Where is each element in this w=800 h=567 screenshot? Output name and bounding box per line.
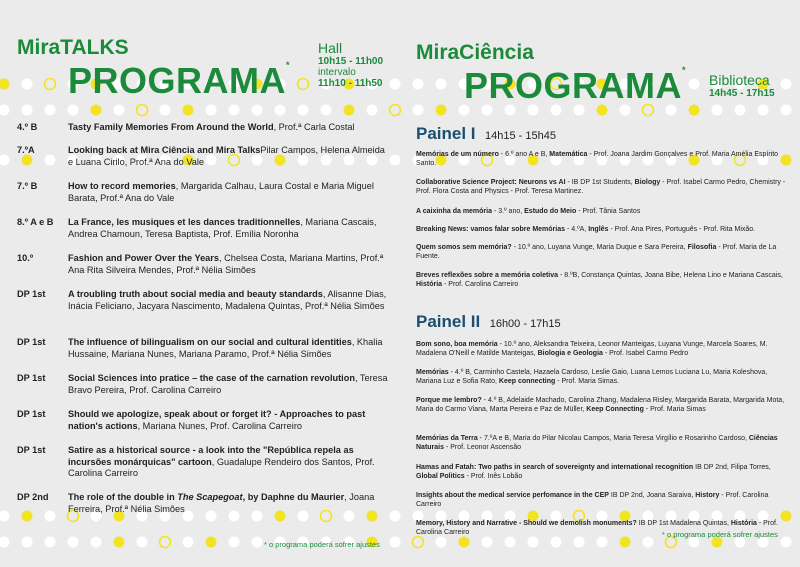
talk-grade: 8.º A e B <box>17 217 54 227</box>
session-item: Breaking News: vamos falar sobre Memórias - 4.ºA, Inglês - Prof. Ana Pires, Português - Prof. Rita Mixão. <box>416 226 756 233</box>
session-item: Collaborative Science Project: Neurons vs AI - IB DP 1st Students, Biology - Prof. Isabel Carmo Pedro, Chemistry - Prof. Flora Costa and Physics - Prof. Teresa Martinez. <box>416 179 786 195</box>
miraciencia-page <box>400 0 800 567</box>
adjustments-note: * o programa poderá sofrer ajustes <box>662 530 778 539</box>
talk-content <box>68 217 388 240</box>
session-subject: Biology <box>634 179 661 186</box>
talk-grade: 10.º <box>17 253 34 263</box>
miratalks-brand: MiraTALKS <box>17 36 129 59</box>
session-subject: Filosofia <box>687 244 717 251</box>
talk-presenters: , Guadalupe Rendeiro dos Santos, Prof. Carolina Carreiro <box>68 456 375 478</box>
interval-time: 11h10 - 11h50 <box>318 78 383 89</box>
talk-grade: DP 1st <box>17 289 46 299</box>
talk-title: How to record memories <box>68 181 176 191</box>
session-title: Hamas and Fatah: Two paths in search of sovereignty and international recognition <box>416 464 694 471</box>
session-subject: Keep connecting <box>498 378 556 385</box>
miratalks-venue <box>318 40 383 89</box>
panel-2-heading: Painel II 16h00 - 17h15 <box>416 312 561 331</box>
session-subject: Matemática <box>549 151 588 158</box>
talk-presenters: , Teresa Bravo Pereira, Prof. Carolina Carreiro <box>68 373 388 395</box>
session-title: Memórias <box>416 369 449 376</box>
session-item: Porque me lembro? - 4.º B, Adelaide Machado, Carolina Zhang, Madalena Risley, Margarida Barata, Margarida Mota, Maria do Carmo Viana, Marta Pereira e Paz de Müller, Keep Connecting - Prof. Maria Simas <box>416 397 785 413</box>
talk-content <box>68 122 388 134</box>
session-item: Memórias de um número - 6.º ano A e B, Matemática - Prof. Joana Jardim Gonçalves e Prof. Maria Amélia Espírito Santo. <box>416 151 779 167</box>
talk-content <box>68 145 388 168</box>
talk-grade: DP 1st <box>17 373 46 383</box>
miraciencia-title: PROGRAMA* <box>464 65 687 106</box>
session-title: Insights about the medical service perfomance in the CEP <box>416 492 609 499</box>
talk-grade: DP 2nd <box>17 492 49 502</box>
session-item: Memórias - 4.º B, Carminho Castela, Hazaela Cardoso, Leslie Gaio, Luana Lemos Luciana Lu, Maria Koleshova, Mariana Luz e Sofia Rato, Keep connecting - Prof. Maria Simas. <box>416 369 768 385</box>
talk-grade: 7.ºA <box>17 145 35 155</box>
session-title: Porque me lembro? <box>416 397 482 404</box>
talk-presenters: , Alisanne Dias, Inácia Feliciano, Jacyara Nascimento, Madalena Quintas, Prof.ª Nélia Simões <box>68 289 387 311</box>
session-item: A caixinha da memória - 3.º ano, Estudo do Meio - Prof. Tânia Santos <box>416 208 641 215</box>
session-title: Bom sono, boa memória <box>416 341 498 348</box>
venue-name: Biblioteca <box>709 72 770 88</box>
session-subject: Global Politics <box>416 473 465 480</box>
session-title: Breaking News: vamos falar sobre Memórias <box>416 226 566 233</box>
talk-presenters: , Mariana Nunes, Prof. Carolina Carreiro <box>137 420 302 431</box>
session-time: 10h15 - 11h00 <box>318 56 384 67</box>
talk-presenters: , Margarida Calhau, Laura Costal e Maria Miguel Barata, Prof.ª Ana do Vale <box>68 181 374 203</box>
session-item: Bom sono, boa memória - 10.º ano, Aleksandra Teixeira, Leonor Manteigas, Luyana Vunge, Marcela Soares, M. Madalena O'Neill e Matilde Manteigas, Biologia e Geologia - Prof. Isabel Carmo Pedro <box>416 341 768 357</box>
adjustments-note: * o programa poderá sofrer ajustes <box>264 540 380 549</box>
talk-title: Should we apologize, speak about or forget it? - Approaches to past nation's actions <box>68 409 366 431</box>
talk-title: The influence of bilingualism on our social and cultural identities <box>68 337 352 347</box>
talk-title: Satire as a historical source - a look into the "República repela as incursões monárquicas" cartoon <box>68 445 354 467</box>
session-time: 14h45 - 17h15 <box>709 88 775 99</box>
talk-grade: DP 1st <box>17 337 46 347</box>
session-item: Quem somos sem memória? - 10.º ano, Luyana Vunge, Maria Duque e Sara Pereira, Filosofia - Prof. Maria de La Fuente. <box>416 244 777 260</box>
session-item: Memory, History and Narrative - Should we demolish monuments? IB DP 1st Madalena Quintas, História - Prof. Carolina Carreiro <box>416 520 778 536</box>
talk-presenters: , Prof.ª Carla Costal <box>273 122 355 132</box>
talk-content <box>68 373 388 396</box>
session-item: Breves reflexões sobre a memória coletiva - 8.ºB, Constança Quintas, Joana Bibe, Helena Lino e Mariana Cascais, História - Prof. Carolina Carreiro <box>416 272 783 288</box>
session-subject: História <box>416 281 443 288</box>
talk-content <box>68 409 388 432</box>
session-title: Memórias de um número <box>416 151 499 158</box>
talk-content <box>68 253 388 276</box>
talk-content <box>68 289 388 312</box>
session-subject: Estudo do Meio <box>524 208 577 215</box>
talk-grade: DP 1st <box>17 445 46 455</box>
miratalks-title: PROGRAMA* <box>68 60 291 101</box>
talk-grade: 7.º B <box>17 181 38 191</box>
talk-title: Fashion and Power Over the Years <box>68 253 219 263</box>
session-subject: História <box>730 520 757 527</box>
session-item: Memórias da Terra - 7.ºA e B, Maria do Pilar Nicolau Campos, Maria Teresa Virgílio e Rosarinho Cardoso, Ciências Naturais - Prof. Leonor Ascensão <box>416 435 778 451</box>
session-subject: Inglês <box>588 226 609 233</box>
talk-grade: 4.º B <box>17 122 38 132</box>
interval-label: intervalo <box>318 67 356 78</box>
miraciencia-brand: MiraCiência <box>416 41 534 64</box>
talk-content: The role of the double in The Scapegoat, by Daphne du Maurier, Joana Ferreira, Prof.ª Nélia Simões <box>68 492 375 514</box>
talk-grade: DP 1st <box>17 409 46 419</box>
talk-presenters: , Chelsea Costa, Mariana Martins, Prof.ª Ana Rita Silveira Mendes, Prof.ª Nélia Simões <box>68 253 384 275</box>
talk-presenters: , Mariana Cascais, Andrea Chamoun, Teresa Baptista, Prof. Emília Noronha <box>68 217 377 239</box>
session-title: Collaborative Science Project: Neurons vs AI <box>416 179 566 186</box>
talk-title: Social Sciences into pratice – the case of the carnation revolution <box>68 373 355 383</box>
talk-title: Tasty Family Memories From Around the World <box>68 122 274 132</box>
session-subject: Ciências Naturais <box>416 435 778 451</box>
session-title: A caixinha da memória <box>416 208 492 215</box>
venue-name: Hall <box>318 40 343 56</box>
session-subject: Biologia e Geologia <box>537 350 603 357</box>
session-title: Memory, History and Narrative - Should we demolish monuments? <box>416 520 637 527</box>
talk-content <box>68 445 388 480</box>
session-title: Breves reflexões sobre a memória coletiva <box>416 272 559 279</box>
session-item: Insights about the medical service perfomance in the CEP IB DP 2nd, Joana Saraiva, History - Prof. Carolina Carreiro <box>416 492 769 508</box>
talk-title: Looking back at Mira Ciência and Mira Talks <box>68 145 261 155</box>
session-subject: Keep Connecting <box>586 406 644 413</box>
talk-presenters: Pilar Campos, Helena Almeida e Luana Cirilo, Prof.ª Ana do Vale <box>68 145 385 167</box>
talk-presenters: , Khalia Hussaine, Mariana Nunes, Mariana Paramo, Prof.ª Nélia Simões <box>68 337 383 359</box>
session-item: Hamas and Fatah: Two paths in search of sovereignty and international recognition IB DP 2nd, Filipa Torres, Global Politics - Prof. Inês Lobão <box>416 464 771 480</box>
session-subject: History <box>695 492 720 499</box>
miraciencia-venue <box>709 72 775 99</box>
session-title: Memórias da Terra <box>416 435 478 442</box>
panel-1-heading: Painel I 14h15 - 15h45 <box>416 124 556 143</box>
talk-title: A troubling truth about social media and beauty standards <box>68 289 323 299</box>
talk-title: La France, les musiques et les dances traditionnelles <box>68 217 301 227</box>
talk-content <box>68 181 388 204</box>
talk-content <box>68 337 388 360</box>
session-title: Quem somos sem memória? <box>416 244 512 251</box>
